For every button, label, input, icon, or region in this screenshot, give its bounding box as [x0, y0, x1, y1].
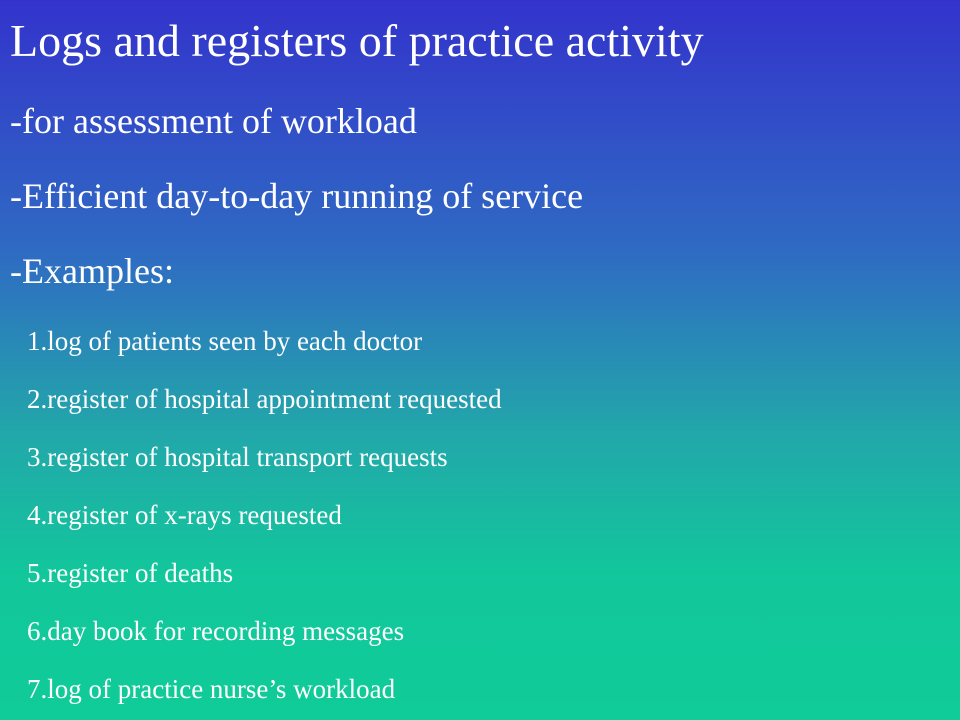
bullet-point-examples: -Examples: — [10, 251, 174, 291]
example-item: 7.log of practice nurse’s workload — [27, 674, 396, 704]
example-item: 5.register of deaths — [27, 558, 234, 588]
bullet-point-workload: -for assessment of workload — [10, 101, 417, 141]
example-item: 6.day book for recording messages — [27, 616, 405, 646]
example-item: 4.register of x-rays requested — [27, 500, 342, 530]
bullet-points — [10, 98, 583, 323]
bullet-point-efficient-running: -Efficient day-to-day running of service — [10, 176, 584, 216]
example-item: 3.register of hospital transport requests — [27, 442, 448, 472]
slide-title: Logs and registers of practice activity — [10, 15, 704, 66]
examples-list — [27, 323, 502, 720]
example-item: 1.log of patients seen by each doctor — [27, 326, 423, 356]
example-item: 2.register of hospital appointment requested — [27, 384, 502, 414]
